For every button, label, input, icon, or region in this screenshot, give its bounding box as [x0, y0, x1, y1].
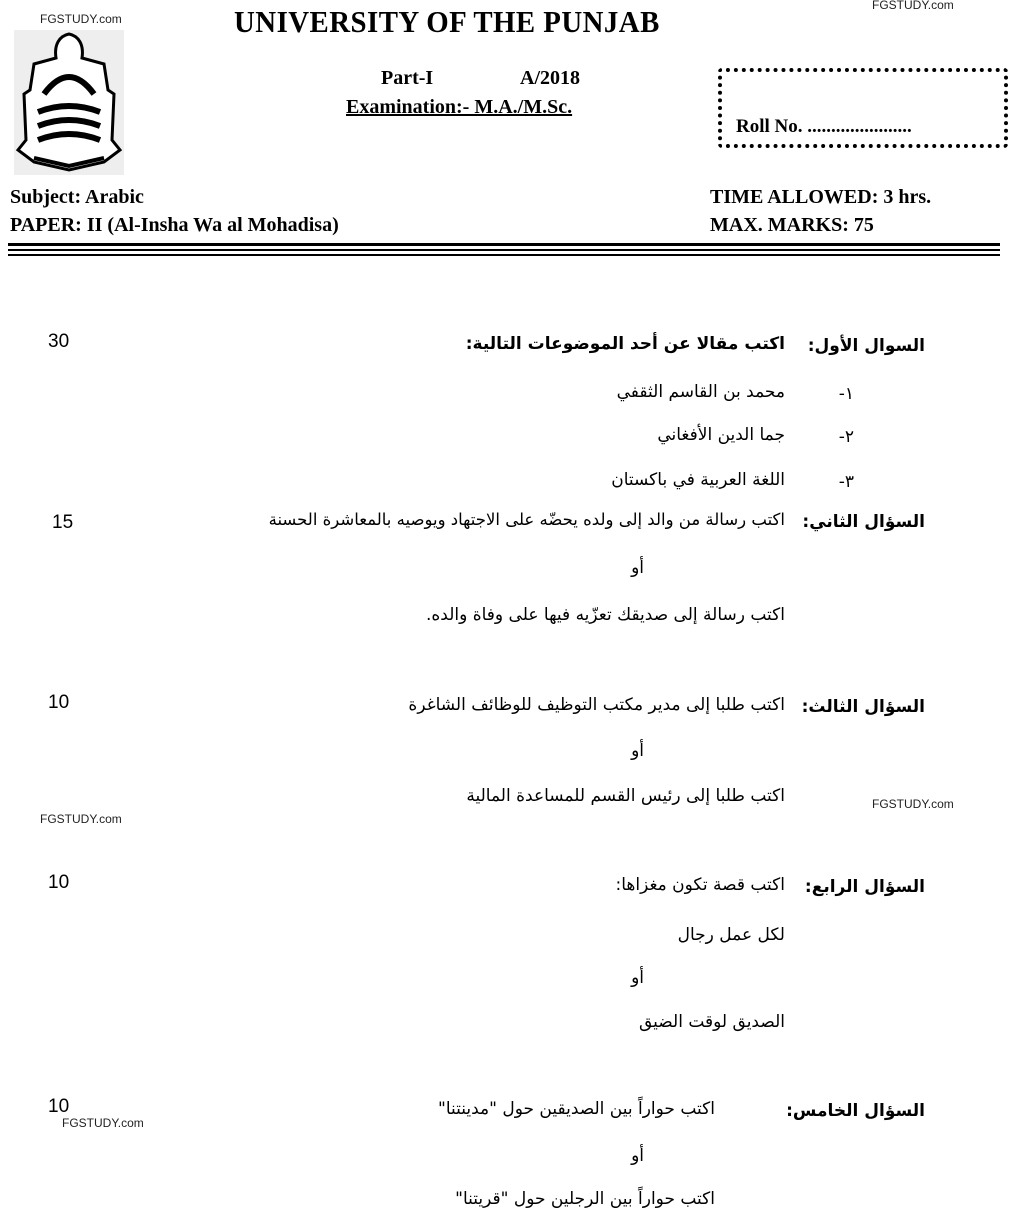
or-separator: أو [631, 1146, 644, 1166]
time-allowed: TIME ALLOWED: 3 hrs. [710, 186, 932, 208]
paper-label: PAPER: II (Al-Insha Wa al Mohadisa) [10, 214, 339, 236]
watermark: FGSTUDY.com [40, 12, 122, 26]
question-1-label: السوال الأول: [807, 336, 925, 356]
examination-label: Examination:- M.A./M.Sc. [346, 96, 573, 118]
topic-item: جما الدين الأفغاني [657, 425, 785, 445]
question-4-label: السؤال الرابع: [804, 877, 925, 897]
topic-item: اللغة العربية في باكستان [611, 470, 785, 490]
university-title: UNIVERSITY OF THE PUNJAB [234, 4, 660, 39]
question-3-alternative: اكتب طلبا إلى رئيس القسم للمساعدة المالية [466, 786, 785, 806]
question-5-marks: 10 [48, 1096, 70, 1117]
question-4-text: اكتب قصة تكون مغزاها: [615, 875, 785, 895]
divider [8, 254, 1000, 256]
or-separator: أو [631, 558, 644, 578]
question-2-text: اكتب رسالة من والد إلى ولده يحضّه على الاجتهاد ويوصيه بالمعاشرة الحسنة [268, 510, 785, 529]
question-4-proverb-1: لكل عمل رجال [677, 925, 785, 945]
question-1-marks: 30 [48, 331, 70, 352]
or-separator: أو [631, 741, 644, 761]
or-separator: أو [631, 968, 644, 988]
watermark: FGSTUDY.com [872, 0, 954, 12]
item-number: ٣- [838, 472, 854, 492]
question-5-label: السؤال الخامس: [786, 1101, 925, 1121]
question-5-alternative: اكتب حواراً بين الرجلين حول "قريتنا" [455, 1189, 715, 1209]
subject-label: Subject: Arabic [10, 186, 144, 208]
max-marks: MAX. MARKS: 75 [710, 214, 874, 236]
part-label: Part-I [381, 67, 434, 89]
question-2-label: السؤال الثاني: [802, 512, 925, 532]
watermark: FGSTUDY.com [872, 797, 954, 811]
university-crest-logo [14, 30, 124, 175]
question-5-text: اكتب حواراً بين الصديقين حول "مدينتنا" [438, 1099, 715, 1119]
session-label: A/2018 [520, 67, 580, 89]
item-number: ٢- [838, 427, 854, 447]
divider [8, 249, 1000, 251]
question-4-proverb-2: الصديق لوقت الضيق [638, 1012, 785, 1032]
question-2-marks: 15 [52, 512, 74, 533]
roll-number-field[interactable]: Roll No. ...................... [736, 116, 912, 137]
question-3-label: السؤال الثالث: [801, 697, 925, 717]
divider [8, 243, 1000, 246]
item-number: ١- [838, 384, 854, 404]
watermark: FGSTUDY.com [62, 1116, 144, 1130]
question-3-text: اكتب طلبا إلى مدير مكتب التوظيف للوظائف الشاغرة [408, 695, 785, 715]
watermark: FGSTUDY.com [40, 812, 122, 826]
question-2-alternative: اكتب رسالة إلى صديقك تعزّيه فيها على وفاة والده. [425, 605, 785, 625]
question-3-marks: 10 [48, 692, 70, 713]
topic-item: محمد بن القاسم الثقفي [616, 382, 785, 402]
question-4-marks: 10 [48, 872, 70, 893]
question-1-text: اكتب مقالا عن أحد الموضوعات التالية: [465, 334, 785, 354]
